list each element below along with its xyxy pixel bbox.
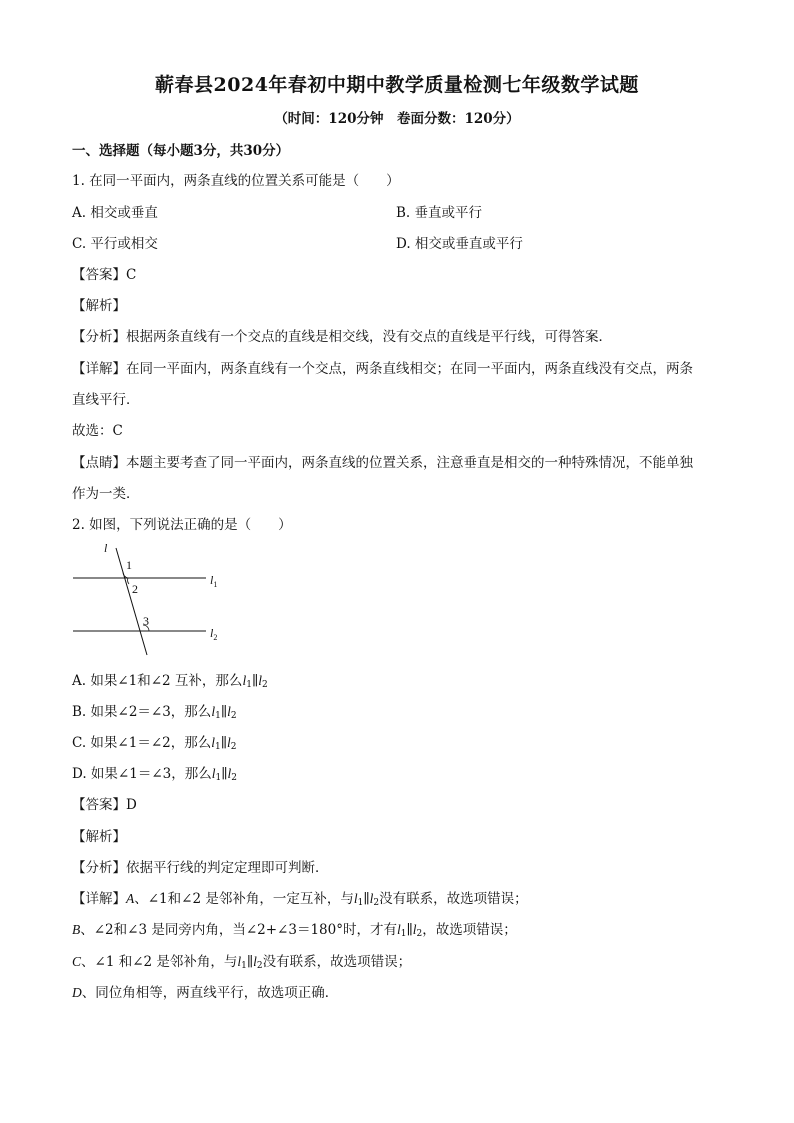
page-subtitle: （时间：120分钟 卷面分数：120分）	[274, 111, 520, 127]
var-l: l	[396, 922, 401, 937]
var-l: l	[211, 735, 215, 750]
q1-xiangjie	[72, 360, 693, 378]
parallel-lines-figure	[70, 538, 230, 660]
parallel-symbol: ∥	[363, 891, 370, 907]
dianjing-tag: 【点睛】	[72, 455, 126, 471]
var-l: l	[412, 922, 417, 937]
fenxi-tag: 【分析】	[72, 860, 126, 876]
parallel-symbol: ∥	[220, 735, 227, 751]
label-angle-1: 1	[126, 558, 132, 572]
var-l: l	[253, 954, 257, 969]
sub-1: 1	[215, 711, 221, 721]
sub-2: 2	[256, 961, 263, 971]
xiangjie-text: 没有联系，故选项错误；	[262, 954, 412, 970]
answer-tag: 【答案】	[72, 797, 126, 813]
var-l: l	[211, 704, 216, 719]
dianjing-text: 本题主要考查了同一平面内，两条直线的位置关系，注意垂直是相交的一种特殊情况，不能单独	[126, 455, 693, 471]
option-text: A. 如果∠1和∠2 互补，那么	[72, 673, 243, 689]
option-letter: B	[72, 922, 81, 937]
fenxi-tag: 【分析】	[72, 329, 126, 345]
sub-2: 2	[230, 711, 237, 721]
option-text: B. 如果∠2＝∠3，那么	[72, 704, 212, 720]
option-letter: A	[126, 891, 135, 906]
var-l: l	[353, 891, 358, 906]
sub-2: 2	[261, 680, 268, 690]
label-angle-3: 3	[143, 614, 149, 628]
parallel-symbol: ∥	[246, 954, 254, 970]
sub-2: 2	[231, 773, 237, 783]
xiangjie-text: 、∠1和∠2 是邻补角，一定互补，与	[134, 891, 354, 907]
q1-dianjing	[72, 454, 693, 472]
q2-xiangjie-d	[72, 984, 338, 1002]
var-l: l	[211, 766, 216, 781]
xiangjie-tag: 【详解】	[72, 361, 126, 377]
angle-1-arc	[123, 572, 128, 578]
xiangjie-text: 、同位角相等，两直线平行，故选项正确．	[81, 985, 339, 1001]
q2-option-c	[72, 734, 236, 756]
xiangjie-text: ，故选项错误；	[422, 922, 517, 938]
xiangjie-text: 在同一平面内，两条直线有一个交点，两条直线相交；在同一平面内，两条直线没有交点，两条	[126, 361, 693, 377]
sub-2: 2	[230, 742, 237, 752]
sub-2: 2	[373, 898, 380, 908]
option-letter: D	[72, 985, 82, 1000]
answer-value: D	[126, 797, 137, 813]
sub-1: 1	[400, 929, 407, 939]
page-title: 蕲春县2024年春初中期中教学质量检测七年级数学试题	[155, 74, 639, 96]
xiangjie-text: 、∠2和∠3 是同旁内角，当∠2+∠3＝180°时，才有	[80, 922, 397, 938]
q1-analysis-tag: 【解析】	[72, 298, 126, 314]
var-l: l	[226, 735, 231, 750]
label-angle-2: 2	[132, 582, 138, 596]
q2-option-d	[72, 765, 237, 787]
option-text: D. 如果∠1＝∠3，那么	[72, 766, 212, 782]
sub-1: 1	[241, 961, 247, 971]
label-l1: $l_1$	[210, 573, 218, 589]
option-letter: C	[72, 954, 82, 969]
xiangjie-text: 、∠1 和∠2 是邻补角，与	[81, 954, 238, 970]
answer-value: C	[126, 267, 137, 283]
xiangjie-text: 没有联系，故选项错误；	[379, 891, 528, 907]
q2-fenxi	[72, 859, 329, 877]
q2-xiangjie-b	[72, 921, 517, 943]
q1-answer	[72, 266, 136, 284]
var-l: l	[227, 704, 231, 719]
parallel-symbol: ∥	[221, 766, 228, 782]
fenxi-text: 依据平行线的判定定理即可判断．	[126, 860, 329, 876]
var-l: l	[237, 954, 242, 969]
label-l2: $l_2$	[210, 626, 218, 642]
q2-option-a	[72, 672, 268, 694]
sub-1: 1	[246, 680, 252, 690]
label-l: l	[104, 541, 108, 555]
sub-1: 1	[357, 898, 364, 908]
parallel-symbol: ∥	[406, 922, 413, 938]
option-text: C. 如果∠1＝∠2，那么	[72, 735, 212, 751]
sub-2: 2	[416, 929, 423, 939]
sub-1: 1	[215, 742, 221, 752]
sub-1: 1	[215, 773, 222, 783]
q1-stem: 1. 在同一平面内，两条直线的位置关系可能是（ ）	[72, 173, 400, 189]
q1-option-a: A. 相交或垂直	[72, 205, 158, 221]
q1-choose: 故选：C	[72, 423, 123, 439]
q1-fenxi	[72, 328, 612, 346]
parallel-symbol: ∥	[251, 673, 259, 689]
angle-2-arc	[128, 578, 129, 584]
q1-dianjing-cont: 作为一类．	[72, 486, 140, 502]
q2-option-b	[72, 703, 237, 725]
var-l: l	[258, 673, 262, 688]
q2-xiangjie-a	[72, 890, 528, 912]
q1-option-c: C. 平行或相交	[72, 236, 158, 252]
q1-option-d: D. 相交或垂直或平行	[396, 236, 523, 252]
q2-answer	[72, 796, 137, 814]
var-l: l	[227, 766, 232, 781]
q2-xiangjie-c	[72, 953, 411, 975]
parallel-symbol: ∥	[220, 704, 228, 720]
fenxi-text: 根据两条直线有一个交点的直线是相交线，没有交点的直线是平行线，可得答案．	[126, 329, 612, 345]
q1-xiangjie-cont: 直线平行．	[72, 392, 140, 408]
q1-option-b: B. 垂直或平行	[396, 205, 483, 221]
var-l: l	[369, 891, 374, 906]
var-l: l	[242, 673, 247, 688]
section-heading: 一、选择题（每小题3分，共30分）	[72, 143, 290, 159]
q2-analysis-tag: 【解析】	[72, 829, 126, 845]
answer-tag: 【答案】	[72, 267, 126, 283]
xiangjie-tag: 【详解】	[72, 891, 126, 907]
q2-stem: 2. 如图，下列说法正确的是（ ）	[72, 517, 292, 533]
